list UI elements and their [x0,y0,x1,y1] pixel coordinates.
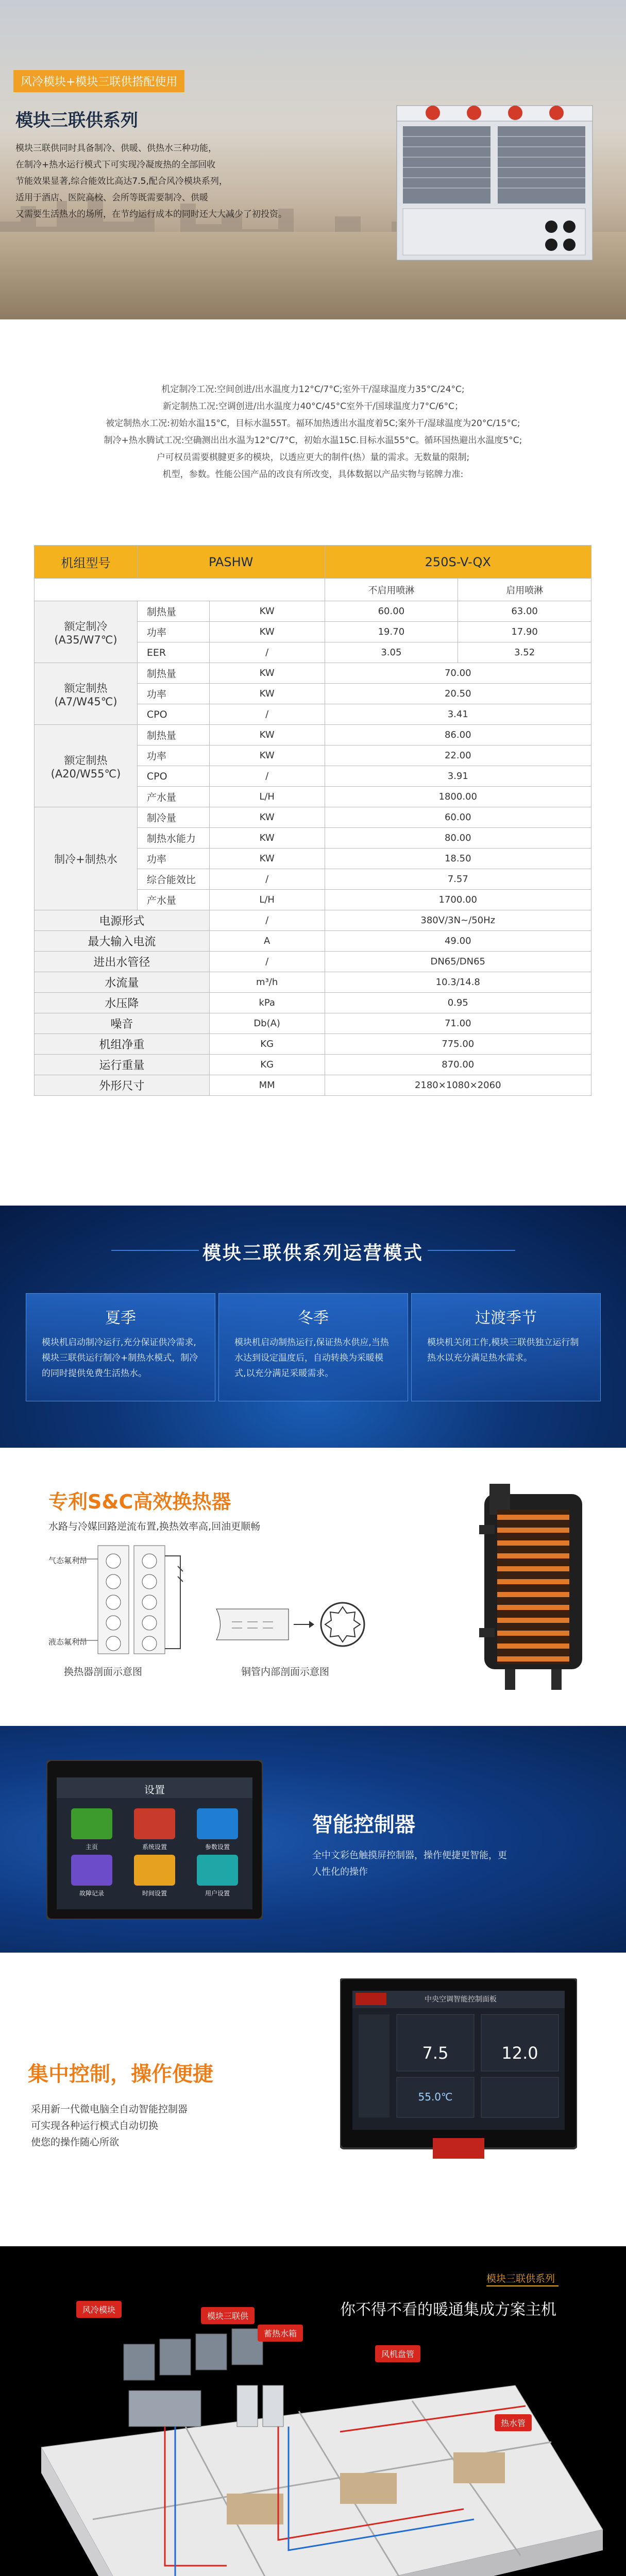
col-b-header: 启用喷淋 [458,579,591,601]
value-cell: 380V/3N~/50Hz [325,910,591,931]
table-row [35,601,591,622]
hx-subtitle: 水路与冷媒回路逆流布置,换热效率高,回油更顺畅 [48,1521,261,1532]
item-cell: 产水量 [137,787,209,807]
controller-tile-label[interactable]: 时间设置 [142,1890,167,1897]
spec-table [34,545,591,1096]
mode-card-body: 模块机关闭工作,模块三联供独立运行制热水以充分满足热水需求。 [427,1337,579,1363]
spec-note: 机型，参数。性能公国产品的改良有所改变，具体数据以产品实物与铭牌力准: [162,469,464,480]
col-a-header: 不启用喷淋 [325,579,458,601]
model-cell: 250S-V-QX [325,546,591,579]
item-cell: 综合能效比 [137,869,209,890]
building-system-illustration [10,2324,616,2576]
item-cell: 功率 [137,849,209,869]
central-control-section [0,1978,626,2231]
heat-pump-unit-image [392,95,608,265]
system-badge-hot-water-pipe: 热水管 [495,2414,532,2431]
central-desc-line: 可实现各种运行模式自动切换 [31,2120,159,2131]
exchanger-section-diagram [77,1540,191,1659]
item-cell: 制热水能力 [137,828,209,849]
spec-note: 被定制热水工况:初始水温15°C，目标水温55T。福环加热透出水温度着5C;案外干/湿球温度为20°C/15°C; [106,418,520,429]
hero-desc-line: 模块三联供同时具备制冷、供暖、供热水三种功能， [15,143,217,154]
hero-title: 模块三联供系列 [15,110,138,131]
value-cell: 0.95 [325,993,591,1013]
item-cell: CPO [137,766,209,787]
unit-cell: MM [209,1075,325,1096]
hero-desc-line: 在制冷+热水运行模式下可实现冷凝废热的全部回收 [15,160,216,170]
gas-refrigerant-label: 气态氟利昂 [48,1556,88,1565]
unit-cell: / [209,704,325,725]
value-cell: 3.41 [325,704,591,725]
value-cell: 3.91 [325,766,591,787]
item-cell: 功率 [137,745,209,766]
mode-card-body: 模块机启动制冷运行,充分保证供冷需求,模块三联供运行制冷+制热水模式，制冷的同时提供免费生活热水。 [42,1337,198,1379]
group-label-cell: 制冷+制热水 [35,807,138,910]
table-row [35,1055,591,1075]
value-cell-b: 3.52 [458,642,591,663]
value-cell-a: 19.70 [325,622,458,642]
spec-header-row [35,546,591,579]
value-cell: 80.00 [325,828,591,849]
value-cell: 22.00 [325,745,591,766]
central-desc-line: 采用新一代微电脑全自动智能控制器 [31,2104,188,2115]
exchanger-section-caption: 换热器剖面示意图 [64,1666,143,1677]
table-row [35,931,591,952]
value-cell: 49.00 [325,931,591,952]
unit-cell: L/H [209,890,325,910]
label-cell: 水压降 [35,993,210,1013]
table-row [35,807,591,828]
unit-cell: KW [209,663,325,684]
item-cell: 功率 [137,622,209,642]
value-cell: 86.00 [325,725,591,745]
unit-cell: Db(A) [209,1013,325,1034]
unit-cell: L/H [209,787,325,807]
kicker-underline [486,2285,559,2286]
controller-section [0,1726,626,1953]
mode-card-summer [26,1293,215,1401]
value-cell-a: 60.00 [325,601,458,622]
value-cell: 7.57 [325,869,591,890]
mode-card-winter [218,1293,408,1401]
table-row [35,725,591,745]
mode-card-title: 冬季 [298,1309,329,1327]
unit-cell: A [209,931,325,952]
spec-notes [0,381,626,483]
model-label-cell: 机组型号 [35,546,138,579]
spec-note: 新定制热工况:空调创进/出水温度力40°C/45°C室外干/国球温度力7°C/6°C； [162,401,463,412]
controller-title: 智能控制器 [312,1813,415,1837]
modes-title: 模块三联供系列运营模式 [202,1243,424,1264]
value-cell: 10.3/14.8 [325,972,591,993]
panel-readout: 12.0 [501,2043,538,2063]
hero-desc-line: 又需要生活热水的场所，在节约运行成本的同时还大大减少了初投资。 [15,209,287,219]
table-row [35,663,591,684]
item-cell: 制热量 [137,725,209,745]
system-kicker: 模块三联供系列 [486,2273,555,2284]
unit-cell: KW [209,622,325,642]
system-badge-water-tank: 蓄热水箱 [258,2325,303,2342]
central-desc-line: 使您的操作随心所欲 [31,2137,120,2148]
unit-cell: / [209,910,325,931]
controller-description: 全中文彩色触摸屏控制器，操作便捷更智能，更人性化的操作 [312,1850,507,1877]
table-row [35,972,591,993]
table-row [35,1034,591,1055]
value-cell: 20.50 [325,684,591,704]
value-cell: 71.00 [325,1013,591,1034]
unit-cell: / [209,642,325,663]
mode-card-body: 模块机启动制热运行,保证热水供应,当热水达到设定温度后，自动转换为采暖模式,以充分满足采暖需求。 [234,1337,389,1379]
label-cell: 水流量 [35,972,210,993]
item-cell: 产水量 [137,890,209,910]
unit-cell: KW [209,807,325,828]
spec-note: 机定制冷工况:空间创进/出水温度力12°C/7°C;室外干/湿球温度力35°C/24°C; [161,384,465,395]
value-cell: 70.00 [325,663,591,684]
hero-description [15,140,386,223]
value-cell-b: 17.90 [458,622,591,642]
item-cell: 制冷量 [137,807,209,828]
controller-screen-title: 设置 [144,1784,165,1796]
value-cell: 1800.00 [325,787,591,807]
item-cell: 制热量 [137,663,209,684]
unit-cell: KW [209,601,325,622]
hx-title: 专利S&C高效换热器 [48,1490,231,1513]
table-row [35,910,591,931]
item-cell: EER [137,642,209,663]
spec-section [0,381,626,1175]
central-panel-image [340,1978,577,2164]
mode-card-title: 夏季 [105,1309,136,1327]
hero-desc-line: 节能效果显著,综合能效比高达7.5,配合风冷模块系列， [15,176,228,187]
value-cell: DN65/DN65 [325,952,591,972]
item-cell: CPO [137,704,209,725]
operation-modes-section [0,1206,626,1448]
panel-screen-title: 中央空调智能控制面板 [425,1995,497,2004]
spec-note: 户可权员需要棋腱更多的模块，以透应更大的制件(热）量的需求。无数量的限制; [156,452,470,463]
panel-readout: 55.0℃ [418,2091,453,2103]
group-label-cell: 额定制冷 (A35/W7℃) [35,601,138,663]
label-cell: 电源形式 [35,910,210,931]
system-integration-section [0,2246,626,2576]
label-cell: 最大输入电流 [35,931,210,952]
group-label-cell: 额定制热 (A20/W55℃) [35,725,138,807]
heat-exchanger-section [0,1458,626,1705]
table-row [35,1075,591,1096]
controller-tile-label[interactable]: 参数设置 [205,1843,230,1851]
central-description [31,2101,252,2150]
unit-cell: / [209,952,325,972]
table-row [35,952,591,972]
mode-card-title: 过渡季节 [475,1309,537,1327]
system-badge-fan-coil: 风机盘管 [375,2345,420,2362]
unit-cell: KG [209,1034,325,1055]
empty-cell [35,579,325,601]
item-cell: 制热量 [137,601,209,622]
unit-cell: / [209,766,325,787]
copper-tube-caption: 铜管内部剖面示意图 [241,1666,330,1677]
mode-card-transition [411,1293,601,1401]
central-title: 集中控制，操作便捷 [28,2062,213,2086]
value-cell: 2180×1080×2060 [325,1075,591,1096]
unit-cell: KW [209,849,325,869]
unit-cell: KW [209,828,325,849]
value-cell: 775.00 [325,1034,591,1055]
controller-tile-label[interactable]: 主页 [85,1843,98,1851]
value-cell: 60.00 [325,807,591,828]
unit-cell: KW [209,745,325,766]
controller-tile-label[interactable]: 用户设置 [205,1890,230,1897]
unit-cell: KG [209,1055,325,1075]
liquid-refrigerant-label: 液态氟利昂 [48,1637,88,1647]
label-cell: 机组净重 [35,1034,210,1055]
unit-cell: kPa [209,993,325,1013]
value-cell: 1700.00 [325,890,591,910]
panel-readout: 7.5 [422,2043,449,2063]
controller-tile-label[interactable]: 故障记录 [79,1890,104,1897]
unit-cell: KW [209,684,325,704]
hero-desc-line: 适用于酒店、医院高校、会所等既需要制冷、供暖 [15,193,208,203]
controller-tile-label[interactable]: 系统设置 [142,1843,167,1851]
system-title: 你不得不看的暖通集成方案主机 [340,2301,556,2319]
unit-cell: / [209,869,325,890]
system-badge-air-module: 风冷模块 [76,2301,122,2318]
table-row [35,1013,591,1034]
unit-cell: m³/h [209,972,325,993]
brand-cell: PASHW [137,546,325,579]
system-badge-triple-supply: 模块三联供 [201,2307,255,2324]
label-cell: 外形尺寸 [35,1075,210,1096]
label-cell: 进出水管径 [35,952,210,972]
label-cell: 噪音 [35,1013,210,1034]
group-label-cell: 额定制热 (A7/W45℃) [35,663,138,725]
spec-subheader-row [35,579,591,601]
spec-note: 制冷+热水腾试工况:空确测出出水温为12°C/7°C，初始水温15C.目标水温55°C。循环国热避出水温度5°C; [104,435,522,446]
value-cell-b: 63.00 [458,601,591,622]
table-row [35,993,591,1013]
coil-exchanger-image [474,1473,593,1695]
label-cell: 运行重量 [35,1055,210,1075]
hero-banner [0,0,626,319]
item-cell: 功率 [137,684,209,704]
unit-cell: KW [209,725,325,745]
value-cell: 18.50 [325,849,591,869]
value-cell: 870.00 [325,1055,591,1075]
hero-tag: 风冷模块+模块三联供搭配使用 [13,70,184,92]
copper-tube-diagram [211,1596,376,1653]
value-cell-a: 3.05 [325,642,458,663]
